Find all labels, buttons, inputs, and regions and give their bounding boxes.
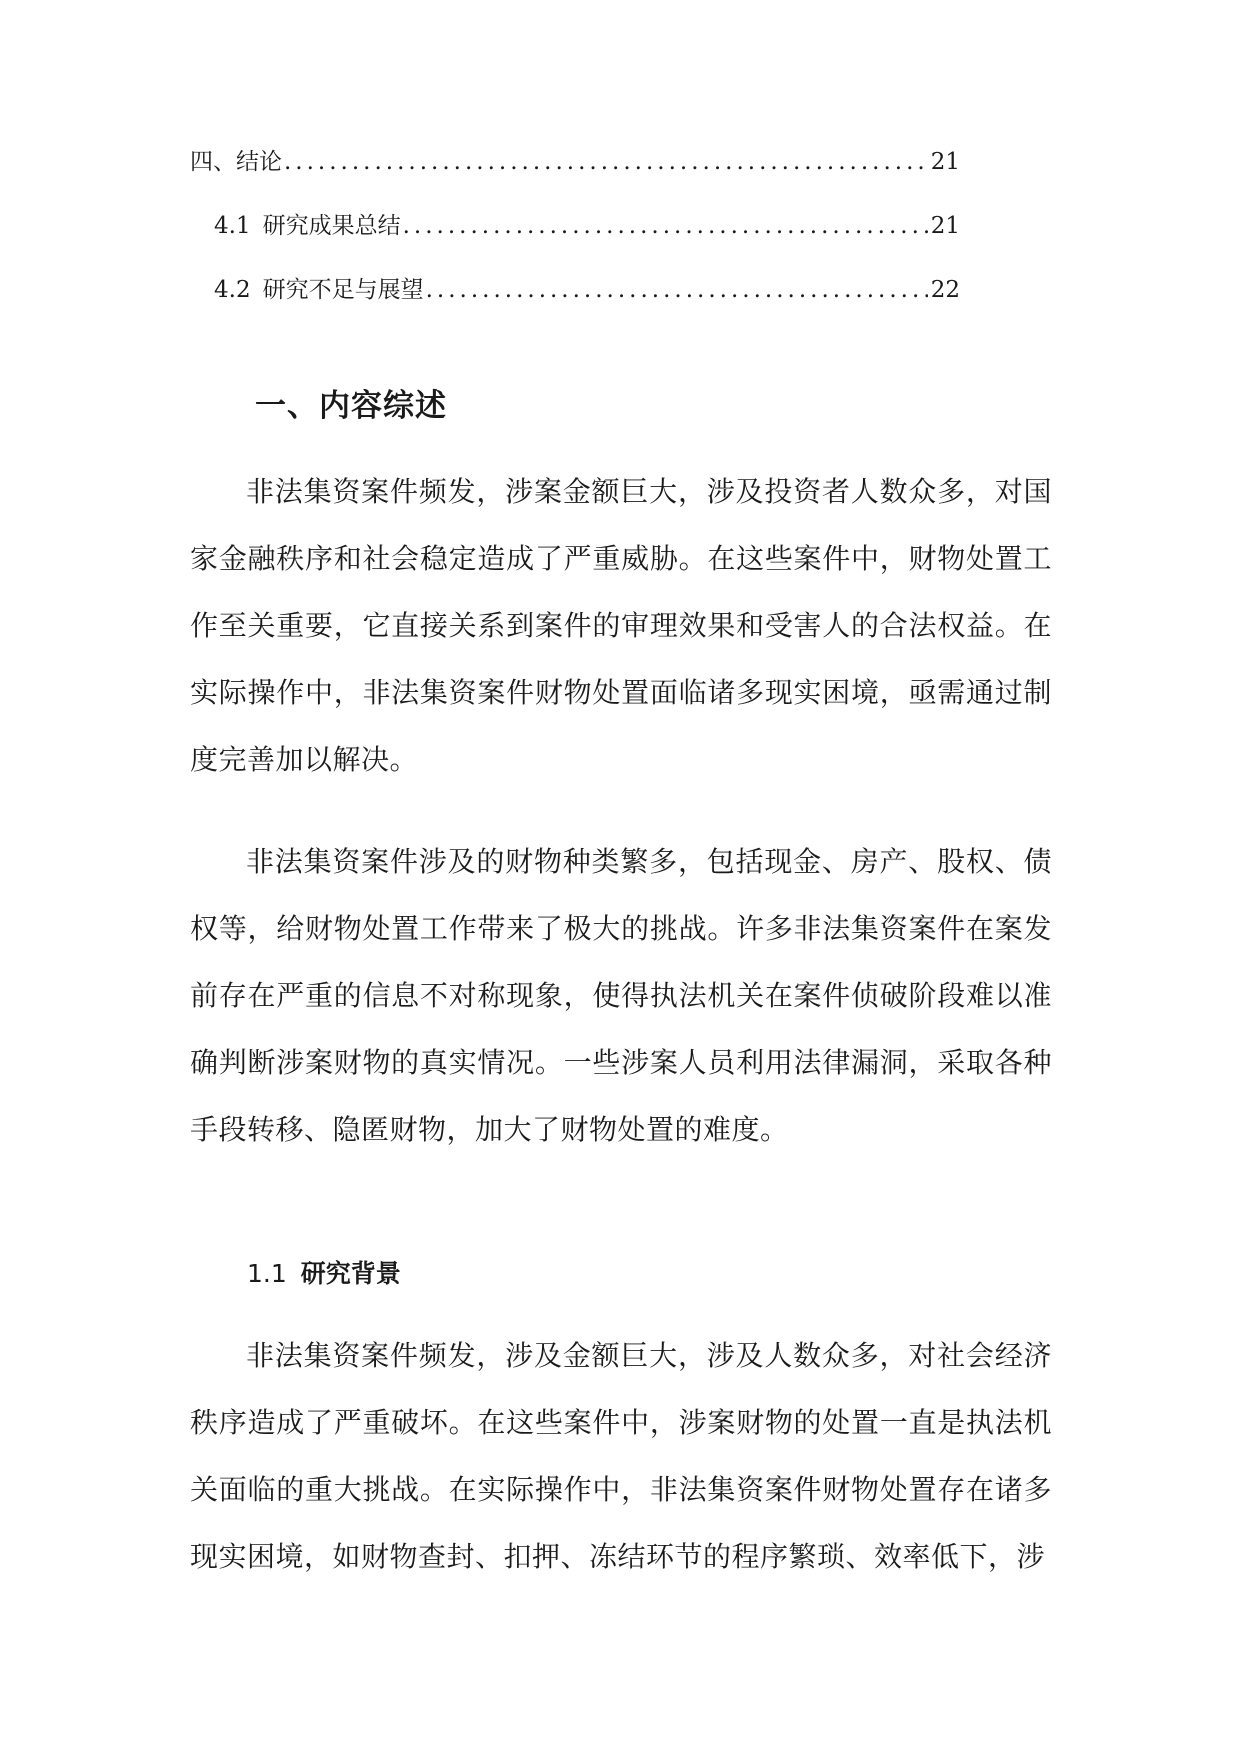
table-of-contents <box>190 145 960 337</box>
toc-leader-dots <box>403 209 928 243</box>
toc-page-number: 21 <box>930 149 960 175</box>
body-paragraph: 非法集资案件涉及的财物种类繁多，包括现金、房产、股权、债权等，给财物处置工作带来了极大的挑战。许多非法集资案件在案发前存在严重的信息不对称现象，使得执法机关在案件侦破阶段难以准确判断涉案财物的真实情况。一些涉案人员利用法律漏洞，采取各种手段转移、隐匿财物，加大了财物处置的难度。 <box>190 845 1052 1146</box>
toc-entry-4-1[interactable] <box>190 209 960 273</box>
toc-entry-4-2[interactable] <box>190 273 960 337</box>
body-paragraph: 非法集资案件频发，涉及金额巨大，涉及人数众多，对社会经济秩序造成了严重破坏。在这些案件中，涉案财物的处置一直是执法机关面临的重大挑战。在实际操作中，非法集资案件财物处置存在诸多现实困境，如财物查封、扣押、冻结环节的程序繁琐、效率低下，涉 <box>190 1339 1052 1573</box>
toc-entry-title: 四、结论 <box>190 149 282 175</box>
toc-entry-title: 研究不足与展望 <box>262 277 424 303</box>
section-heading-content-overview: 一、内容综述 <box>255 388 447 424</box>
toc-entry-number: 4.2 <box>214 277 251 303</box>
body-paragraph: 非法集资案件频发，涉案金额巨大，涉及投资者人数众多，对国家金融秩序和社会稳定造成了严重威胁。在这些案件中，财物处置工作至关重要，它直接关系到案件的审理效果和受害人的合法权益。在实际操作中，非法集资案件财物处置面临诸多现实困境，亟需通过制度完善加以解决。 <box>190 475 1052 776</box>
subsection-heading-research-background <box>247 1254 401 1290</box>
toc-entry-conclusion[interactable] <box>190 145 960 209</box>
toc-leader-dots <box>284 145 928 179</box>
toc-page-number: 22 <box>930 277 960 303</box>
subsection-number: 1.1 <box>247 1259 287 1288</box>
subsection-title: 研究背景 <box>300 1259 401 1288</box>
toc-page-number: 21 <box>930 213 960 239</box>
toc-entry-number: 4.1 <box>214 213 251 239</box>
toc-entry-title: 研究成果总结 <box>262 213 401 239</box>
toc-leader-dots <box>426 273 928 307</box>
